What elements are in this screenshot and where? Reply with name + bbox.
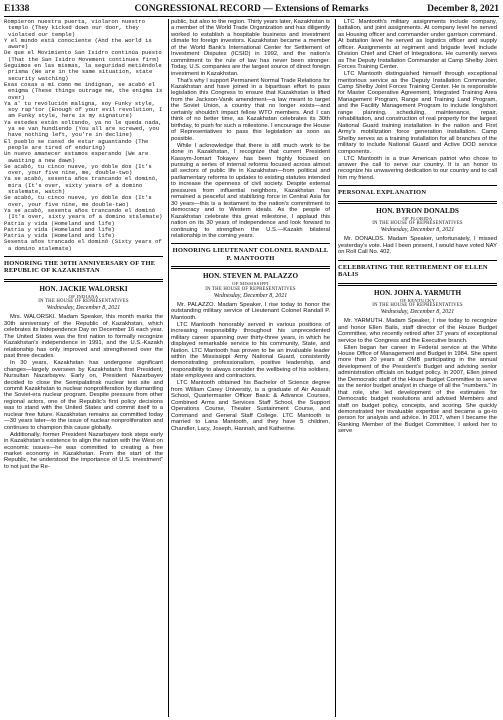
header-rule: [4, 16, 499, 17]
lyric-line: Se acabó, tu cinco nueve, yo doble dos (It's over, your five nine, me double-two): [4, 194, 152, 208]
speaker-name: HON. BYRON DONALDS: [376, 206, 459, 215]
paragraph: Additionally, former President Nazarbayev took steps early in Kazakhstan's existence to align the nation with the West on economic issues—he was committed to creating a free market economy in Kazakhstan. From the start of the Republic, he understood the importance of U.S. investment" to not just the Re-: [4, 431, 163, 470]
paragraph: LTC Mantooth is a true American patriot who chose to answer the call to serve our country. It is an honor to recognize his unwavering dedication to our country and to call him my friend.: [338, 155, 497, 181]
remarks-date: Wednesday, December 8, 2021: [380, 309, 455, 316]
page-number: E1338: [4, 4, 30, 14]
lyric-line: Ya se acabó, sesenta años trancando el dominó, mira (It's over, sixty years of a domino stalemate, watch): [4, 175, 159, 196]
section-rule: [338, 260, 497, 261]
lyric-line: Patria y vida (Homeland and life): [4, 219, 115, 227]
section-rule: [4, 256, 163, 257]
remarks-body: [338, 236, 497, 255]
section-title: PERSONAL EXPLANATION: [338, 189, 427, 197]
lyric-line: Rompieron nuestra puerta, violaron nuestro templo (They kicked down our door, they violated our temple): [4, 19, 145, 38]
lyric-line: Ya estedes están soltando, ya no le queda nada, ya se van hundiendo (You all are screwed, you have nothing left, you're in decline): [4, 118, 162, 139]
paragraph: public, but also to the region. Thirty years later, Kazakhstan is a member of the World Trade Organization and has diligently worked to establish a hospitable business and investment climate for foreign investors. Kazakhstan became a member of the World Bank's International Center for Settlement of Investment Disputes (ICSID) in 1992, and the nation's commitment to the rule of law has never been stronger. Today, U.S. companies are the largest source of direct foreign investment in Kazakhstan.: [171, 19, 330, 77]
paragraph: LTC Mantooth distinguished himself through exceptional meritorious service as the Deputy Installation Commander, Camp Shelby Joint Forces Training Center. He is responsible for Master Cooperative Agreement, Integrated Training Area Management Program, Range and Training Land Program, and the Facility Management Program to include long/short range planning, scheduling, maintenance, repair, rehabilitation, and construction of real property for the largest National Guard training installation in the nation and First Army's mobilization force generation installation. Camp Shelby serves as a training installation for all branches of the military to include National Guard and Active DOD service components.: [338, 71, 497, 155]
lyric-line: Esas cosas a mí como me indignan, se acabó el enigma (These things outrage me, the enigma is over): [4, 80, 163, 101]
column-2: [171, 19, 330, 719]
paragraph: Mr. PALAZZO. Madam Speaker, I rise today to honor the outstanding military service of Lieutenant Colonel Randall P. Mantooth.: [171, 301, 330, 321]
column-divider: [335, 19, 336, 717]
lyric-line: Patria y vida (Homeland and life): [4, 232, 115, 240]
speaker-name: HON. JOHN A. YARMUTH: [373, 288, 462, 297]
paragraph: LTC Mantooth obtained his Bachelor of Science degree from William Carey University, is a graduate of Air Assault School, Quartermaster Officer Basic & Advance Courses, Combined Arms and Services Staff School, the Support Operations Course, Theater Sustainment Course, and Command and General Staff College. LTC Mantooth is married to Lana Mantooth, and they have 5 children, Chandler, Lacy, Joseph, Hannah, and Katherine.: [171, 380, 330, 432]
speaker-state: OF MISSISSIPPI: [232, 281, 269, 287]
paragraph: While I acknowledge that there is still much work to be done in Kazakhstan, I recognize that current President Kassym-Jomart Tokayev has been highly focused on pursuing a series of internal reforms focused across almost all sectors of public life in Kazakhstan—from political and parliamentary reforms to updates to existing statutes intended to increase the openness of civil society. Despite external pressures from influential neighbors, Kazakhstan has remained a peaceful and stabilizing force in Central Asia for 30 years—this is a testament to the nation's commitment to democracy and to Western ideals. As the people of Kazakhstan celebrate this great milestone, I applaud this nation on its 30 years of independence and look forward to continuing to strengthen the U.S.—Kazakh bilateral relationship in the coming years.: [171, 142, 330, 239]
speaker-name: HON. STEVEN M. PALAZZO: [202, 272, 299, 281]
paragraph: LTC Mantooth honorably served in various positions of increasing responsibility throughout his unprecedented military career spanning over thirty-three years, in which he displayed remarkable service to his community, State, and Nation. LTC Mantooth has proven to be an invaluable leader within the Mississippi Army National Guard, consistently demonstrating professionalism, positive leadership, and responsibility to always consider the wellbeing of his soldiers, state employees and contractors.: [171, 321, 330, 380]
lyric-line: Sesenta años trancado el dominó (Sixty years of a domino stalemate): [4, 238, 162, 252]
paragraph: Mr. DONALDS. Madam Speaker, unfortunately, I missed yesterday's vote. Had I been present, I would have voted NAY on Roll Call No. 402.: [338, 236, 497, 256]
remarks-date: Wednesday, December 8, 2021: [380, 227, 455, 234]
section-rule: [338, 185, 497, 186]
speaker-state: OF INDIANA: [68, 293, 99, 299]
lyric-line: Patria y vida (Homeland and life): [4, 225, 115, 233]
lyric-line: De que el Movimiento San Isidro continúa puesto (That the San Isidro Movement continues firm): [4, 49, 162, 63]
section-title: HONORING LIEUTENANT COLONEL RANDALL P. MANTOOTH: [172, 247, 329, 262]
publication-title: CONGRESSIONAL RECORD — Extensions of Remarks: [134, 4, 369, 14]
lyric-line: Ya a' tu revolución maligna, soy Funky style, soy rap'tor (Enough of your evil revolution, I am Funky style, here is my signature): [4, 99, 163, 120]
section-title: CELEBRATING THE RETIREMENT OF ELLEN BALIS: [338, 263, 488, 279]
speaker-state: OF FLORIDA: [402, 215, 433, 221]
remarks-body: [171, 19, 330, 239]
paragraph: LTC Mantooth's military assignments include company, battalion, and joint assignments. At company level he served as Housing officer and commander under garrison command. At battalion level he served as logistics officer and supply officer. Assignments at regiment and brigade level include Division Chief and Chief of Integrations. He currently serves as The Deputy Installation Commander at Camp Shelby Joint Forces Training Center.: [338, 19, 497, 71]
section-title: HONORING THE 30TH ANNIVERSARY OF THE REPUBLIC OF KAZAKHSTAN: [4, 259, 156, 275]
speaker-name: HON. JACKIE WALORSKI: [39, 284, 128, 293]
lyric-line: El pueblo se cansó de estar aguantando (The people are tired of enduring): [4, 137, 149, 151]
lyric-line: Un nuevo amanecer estamos esperando (We are awaiting a new dawn): [4, 150, 149, 164]
remarks-date: Wednesday, December 8, 2021: [213, 292, 288, 299]
column-3: [338, 19, 497, 719]
section-double-rule: [338, 201, 497, 204]
poem-lyrics: [4, 19, 163, 252]
lyric-line: Ya se acabó, sesenta años trancando el dominó (It's over, sixty years of a domino stalemate): [4, 206, 163, 221]
column-1: [4, 19, 163, 719]
header-date: December 8, 2021: [427, 4, 499, 14]
remarks-body: [171, 302, 330, 432]
section-double-rule: [4, 279, 163, 282]
chamber-line: IN THE HOUSE OF REPRESENTATIVES: [372, 221, 463, 227]
lyric-line: Seguimos en las mismas, la seguridad metiéndole prisma (We are in the same situation, state security watching): [4, 62, 162, 82]
section-double-rule: [171, 266, 330, 269]
remarks-body: [4, 314, 163, 470]
speaker-state: OF KENTUCKY: [399, 297, 436, 303]
chamber-line: IN THE HOUSE OF REPRESENTATIVES: [205, 286, 296, 292]
section-rule: [171, 243, 330, 244]
section-double-rule: [338, 283, 497, 286]
lyric-line: Se acabó, tu cinco nueve, yo doble dos (It's over, your five nine, me, double-two): [4, 162, 152, 177]
paragraph: Mr. YARMUTH. Madam Speaker, I rise today to recognize and honor Ellen Balis, staff director of the House Budget Committee, who recently retired after 37 years of exceptional service to the Congress and the Executive branch.: [338, 318, 497, 344]
running-header: [4, 3, 499, 15]
chamber-line: IN THE HOUSE OF REPRESENTATIVES: [38, 299, 129, 305]
remarks-date: Wednesday, December 8, 2021: [46, 305, 121, 312]
paragraph: In 30 years, Kazakhstan has undergone significant changes—largely overseen by Kazakhstan's first President, Nursultan Nazarbayev. Early on, President Nazarbayev decided to close the Semipalatinsk nuclear test site and commit Kazakhstan to nuclear nonproliferation by dismantling the Soviet-era nuclear program. Despite pressure from other regional actors, one of the Republic's first policy decisions was to stand with the United States and commit itself to a nuclear free future. Kazakhstan remains as committed today—30 years later—to the issue of nuclear nonproliferation and continues to champion this cause globally.: [4, 360, 163, 431]
chamber-line: IN THE HOUSE OF REPRESENTATIVES: [372, 303, 463, 309]
paragraph: Mrs. WALORSKI. Madam Speaker, this month marks the 30th anniversary of the Republic of Kazakhstan, which celebrates its Independence Day on December 16 each year. The United States was the first nation to formally recognize Kazakhstan's independence in 1991, and the U.S.-Kazakh relationship has only improved and strengthened over the past three decades.: [4, 314, 163, 360]
paragraph: That's why I support Permanent Normal Trade Relations for Kazakhstan and have joined in a bipartisan effort to pass legislation this Congress to ensure that Kazakhstan is lifted from the Jackson-Vanik amendment—a law meant to target the Soviet Union, a country that no longer exists—and certainly shouldn't impact fellow WTO members. And I can think of no better time, as Kazakhstan celebrates its 30th birthday, to push for such a milestone. I encourage the House of Representatives to pass this legislation as soon as possible.: [171, 77, 330, 142]
remarks-body: [338, 19, 497, 181]
lyric-line: Y el mundo está conociente (And the world is aware): [4, 36, 152, 51]
column-divider: [168, 19, 169, 717]
paragraph: Ellen began her career in Federal service at the White House Office of Management and Budget in 1984. She spent more than 20 years at OMB participating in the annual development of the President's Budget and advising senior administration officials on budget policy. In 2007, Ellen joined the Democratic staff of the House Budget Committee to serve as the senior budget analyst in charge of all the "numbers." In that role, she led development of the estimates for Democratic budget resolutions and advised Members and staff on budget policy, concepts, and scoring. She quickly demonstrated her invaluable expertise and became a go-to person for analysis and advice. In 2017, when I became the Ranking Member of the Budget Committee, I asked her to serve: [338, 344, 497, 435]
remarks-body: [338, 318, 497, 435]
